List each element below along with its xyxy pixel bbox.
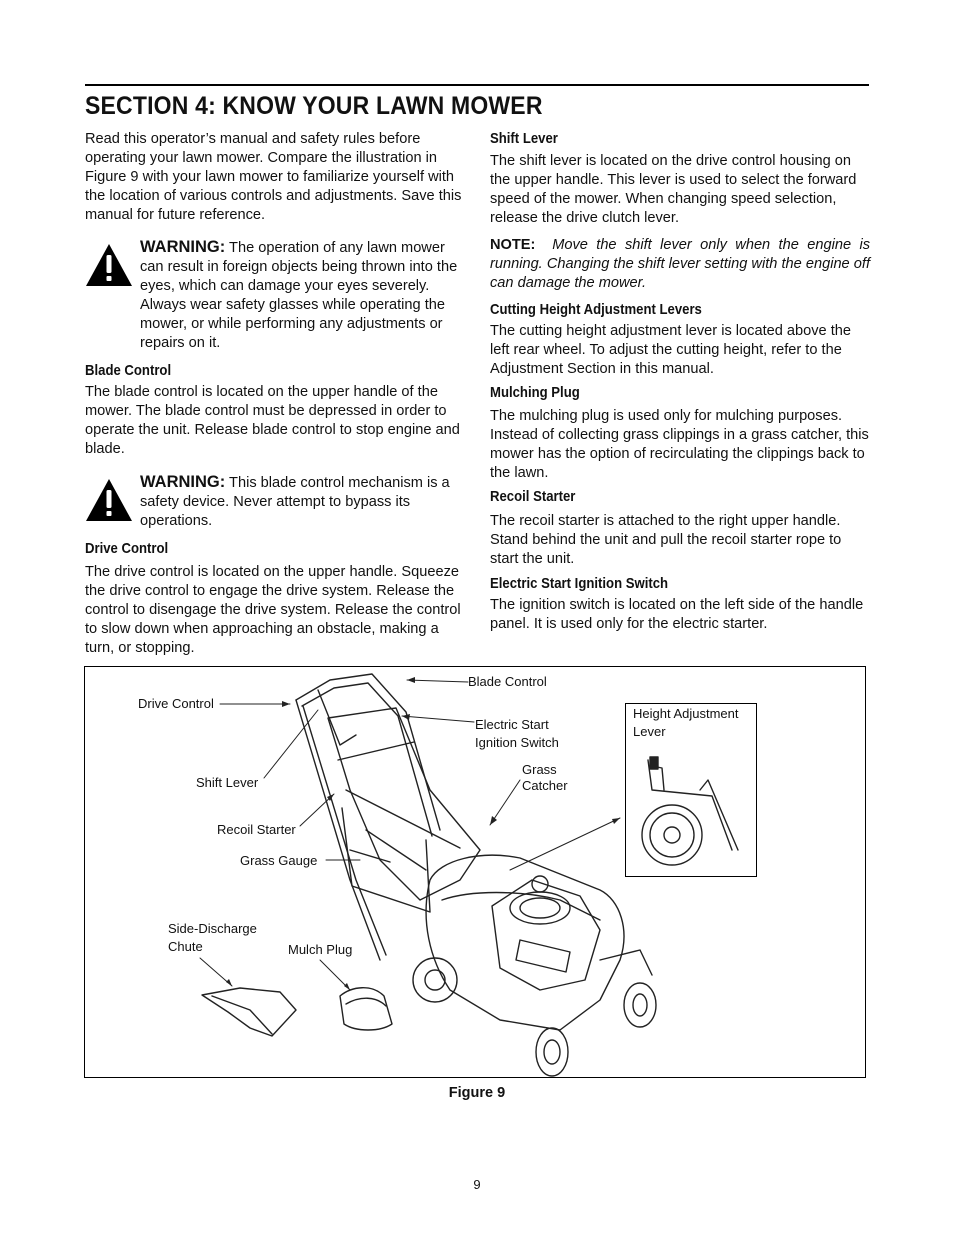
section-title: SECTION 4: KNOW YOUR LAWN MOWER: [85, 92, 543, 120]
heading-shift-lever: Shift Lever: [490, 131, 558, 147]
label-recoil-starter: Recoil Starter: [217, 822, 296, 837]
ignition-switch-text: The ignition switch is located on the left side of the handle panel. It is used only for the electric starter.: [490, 597, 864, 632]
heading-mulching-plug: Mulching Plug: [490, 385, 580, 401]
intro-paragraph: Read this operator’s manual and safety rules before operating your lawn mower. Compare the illustration in Figure 9 with your lawn mower to familiarize yourself with the location of various controls and adjustments. Save this manual for future reference.: [85, 131, 462, 223]
label-electric-start: Electric Start Ignition Switch: [475, 717, 559, 750]
drive-control-text: The drive control is located on the upper handle. Squeeze the drive control to engage the drive system. Release the control to disengage the drive system. Release the control to slow down when approaching an obstacle, making a turn, or stopping.: [85, 564, 461, 656]
note-label: NOTE:: [490, 237, 536, 253]
warning-label: WARNING:: [140, 473, 226, 491]
label-grass-catcher: Grass Catcher: [522, 762, 568, 793]
heading-recoil-starter: Recoil Starter: [490, 489, 576, 505]
warning-text: WARNING: This blade control mechanism is a safety device. Never attempt to bypass its operations.: [140, 473, 450, 529]
warning-text: WARNING: The operation of any lawn mower can result in foreign objects being thrown into the eyes, which can damage your eyes severely. Always wear safety glasses while operating the mower, or while performing any adjustments or repairs on it.: [140, 238, 458, 351]
mulching-plug-text: The mulching plug is used only for mulching purposes. Instead of collecting grass clippings in a grass catcher, this mower has the option of recirculating the clippings back to the lawn.: [490, 408, 869, 481]
recoil-starter-text: The recoil starter is attached to the right upper handle. Stand behind the unit and pull the recoil starter rope to start the unit.: [490, 513, 842, 567]
blade-control-text: The blade control is located on the upper handle of the mower. The blade control must be depressed in order to operate the unit. Release blade control to stop engine and blade.: [85, 384, 460, 457]
figure-caption: Figure 9: [448, 1085, 506, 1101]
cutting-height-text: The cutting height adjustment lever is located above the left rear wheel. To adjust the cutting height, refer to the Adjustment Section in this manual.: [490, 323, 852, 377]
label-blade-control: Blade Control: [468, 674, 547, 689]
label-shift-lever: Shift Lever: [196, 775, 259, 790]
heading-cutting-height: Cutting Height Adjustment Levers: [490, 302, 702, 318]
label-grass-gauge: Grass Gauge: [240, 853, 318, 868]
shift-lever-text: The shift lever is located on the drive control housing on the upper handle. This lever is used to select the forward speed of the mower. When changing speed selection, release the drive clutch lever.: [490, 153, 857, 226]
label-drive-control: Drive Control: [138, 696, 214, 711]
mulch-plug: [340, 988, 392, 1030]
mower-wheels: [413, 950, 656, 1076]
note-paragraph: NOTE: Move the shift lever only when the engine is running. Changing the shift lever setting with the engine off can damage the mower.: [490, 237, 870, 291]
label-height-adjustment: Height Adjustment Lever: [633, 706, 739, 739]
side-discharge-chute: [202, 988, 296, 1036]
warning-label: WARNING:: [140, 238, 226, 256]
label-side-discharge: Side-Discharge Chute: [168, 921, 257, 954]
heading-ignition-switch: Electric Start Ignition Switch: [490, 576, 669, 592]
label-mulch-plug: Mulch Plug: [288, 942, 353, 957]
heading-drive-control: Drive Control: [85, 541, 169, 557]
heading-blade-control: Blade Control: [85, 363, 172, 379]
page-number: 9: [473, 1177, 481, 1192]
